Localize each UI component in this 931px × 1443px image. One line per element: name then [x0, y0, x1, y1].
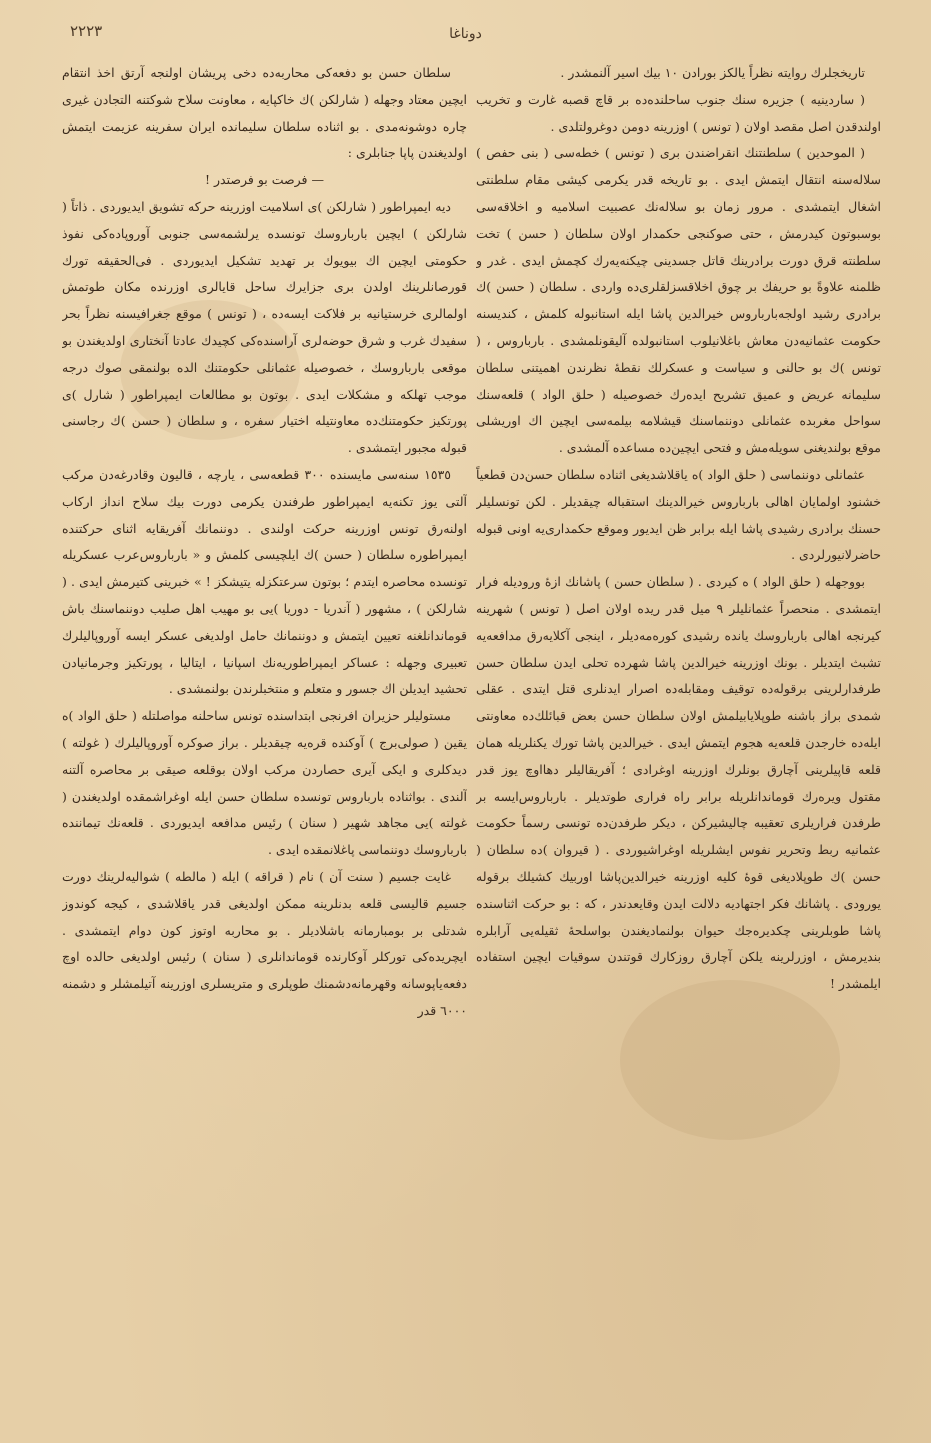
quoted-exclamation: — فرصت بو فرصتدر !: [205, 172, 324, 188]
right-column: [476, 60, 881, 1210]
paragraph: غایت جسیم ( سنت آن ) نام ( قراقه ) ایله ( مالطه ) شوالیه‌لرینك دورت جسیم قالیسی قلعه بدنلرینه ممکن اولدیغی قدر یاقلاشدی ، کیجه کوندوز شدتلی بر بومبارمانه باشلادیلر . بو محاربه اوتوز کون دوام ایتمشدی . ایچریده‌کی تورکلر آوکارنده قوماندانلری ( سنان ) رئیس اولدیغی حالده اوچ دفعه‌یاپوسانه وقهرمانه‌دشمنك طوپلری و متریسلری اوزرینه آتیلمشلر و دشمنه ٦٠٠٠ قدر: [62, 868, 467, 1018]
paragraph: ١٥٣٥ سنه‌سی مایسنده ٣٠٠ قطعه‌سی ، یارچه ، قالیون وقادرغه‌دن مرکب آلتی یوز تکنه‌یه ایمپراطور طرفندن یکرمی دورت بیك سلاح انداز ارکاب اولنه‌رق تونس اوزرینه حرکت اولندی . دوننمانك آفریقایه اثنای حرکتنده ایمپراطوره سلطان ( حسن )ك ایلچیسی کلمش و « بارباروس‌عرب عسکریله تونسده محاصره ایتدم ؛ بوتون سرعتکزله یتیشکز ! » خبرینی کتیرمش ایدی . ( شارلکن ) ، مشهور ( آندریا - دوریا )یی بو مهیب اهل صلیب دوننماسنك باش قوماندانلغنه تعیین ایتمش و دوننمانك حامل اولدیغی عسکر ایسه آوروپالیلرك تعبیری وجهله : عساکر ایمپراطوریه‌نك اسپانیا ، ایتالیا ، پورتکیز وجرمانیادن تحشید ایدیلن اك جسور و متعلم و منتخبلرندن بولنمشدی .: [62, 466, 467, 697]
paragraph: ( الموحدین ) سلطنتنك انقراضندن بری ( تونس ) خطه‌سی ( بنی حفص ) سلاله‌سنه انتقال ایتمش ایدی . بو تاریخه قدر یکرمی کیشی مقام سلطنتی اشغال ایتمشدی . مرور زمان بو سلاله‌نك عصبیت اسلامیه و اخلاقه‌سی بوسبوتون کیدرمش ، حتی صوکنجی حکمدار اولان سلطان ( حسن ) تخت سلطنته قرق دورت برادرینك قاتل جسدینی چیکنه‌یه‌رك کچمش ایدی . غدر و ظلمنه علاوةً بو حریفك بر چوق اخلاقسزلقلری‌ده واردی . سلطان ( حسن )ك برادری رشید اولجه‌بارباروس خیرالدین پاشا ایله استانبوله کلمش ، کندیسنه حکومت عثمانیه‌دن معاش باغلانیلوب استانبولده آلیقونلمشدی . بارباروس ، ( تونس )ك بو حالنی و سیاست و عسکرلك نقطهٔ نظرندن اهمیتنی سلطان سلیمانه عریض و عمیق تشریح ایده‌رك خصوصیله ( حلق الواد ) قلعه‌سنك سواحل مغربده عثمانلی دوننماسنك قیشلامه بیلمه‌سی ایچین اك اوریشلی موقع بولندیغنی سویله‌مش و فتحی ایچین‌ده مساعده آلمشدی .: [476, 145, 881, 456]
paragraph: تاریخجلرك روایته نظراً یالکز بورادن ١٠ بیك اسیر آلنمشدر .: [560, 65, 865, 80]
paragraph: مستولیلر حزیران افرنجی ابتداسنده تونس ساحلنه مواصلتله ( حلق الواد )ه یقین ( صولی‌برج ) آوکنده قره‌یه چیقدیلر . براز صوکره آوروپالیلرك ( غولته ) دیدکلری و ایکی آیری حصاردن مرکب اولان بوقلعه صیقی بر محاصره آلتنه آلندی . بواثناده بارباروس تونسده سلطان حسن ایله اوغراشمقده اولدیغندن ( غولته )یی مجاهد شهیر ( سنان ) رئیس مدافعه ایدیوردی . قلعه‌نك تیماننده بارباروسك دوننماسی پاغلانمقده ایدی .: [62, 708, 467, 858]
paragraph: ( ساردینیه ) جزیره سنك جنوب ساحلنده‌ده بر قاچ قصبه غارت و تخریب اولندقدن اصل مقصد اولان ( تونس ) اوزرینه دومن دوغرولتلدی .: [476, 91, 881, 134]
paragraph: عثمانلی دوننماسی ( حلق الواد )ه یاقلاشدیغی اثناده سلطان حسن‌دن قطعیاً خشنود اولمایان اهالی بارباروس خیرالدینك استقباله چیقدیلر . لکن تونسلیلر حسنك برادری رشیدی پاشا ایله برابر ظن ایدیور وموقع حکمداری‌یه اونی قبوله حاضرلانیورلردی .: [476, 466, 881, 563]
page-number: ٢٢٢٣: [70, 22, 103, 40]
paragraph: دیه ایمپراطور ( شارلکن )ی اسلامیت اوزرینه حرکه تشویق ایدیوردی . ذاتاً ( شارلکن ) ایچین بارباروسك تونسده یرلشمه‌سی جنوبی آوروپاده‌کی نفوذ حکومتی ایچین اك بیویوك بر تهدید تشکیل ایدیوردی . فی‌الحقیقه تورك قورصانلرینك اولدن بری جزایرك ساحل قایالری اوزرنده مکان طوتمش اولمالری خرستیانیه بر فلاکت ایسه‌ده ، ( تونس ) موقع جغرافیسنه نظراً بحر سفیدك غرب و شرق حوضه‌لری آراسنده‌کی کچیدك عادتا آنختاری اولدیغندن بو موقعی بارباروسك ، خصوصیله عثمانلی حکومتنك الده بولنمقی صوك درجه موجب تهلکه و مشکلات ایدی . بوتون بو مطالعات ایمپراطور ( شارل )ی پورتکیز حکومتنك‌ده معاونتیله اختیار سفره ، و سلطان ( حسن )ك رجاسنی قبوله مجبور ایتمشدی .: [62, 198, 467, 456]
left-column: [62, 60, 467, 1210]
paragraph: سلطان حسن بو دفعه‌کی محاربه‌ده دخی پریشان اولنجه آرتق اخذ انتقام ایچین معتاد وجهله ( شارلکن )ك خاکپایه ، معاونت سلاح شوکتنه التجادن غیری چاره دوشونه‌مدی . بو اثناده سلطان سلیمانده ایران سفرینه عزیمت ایتمش اولدیغندن پاپا جنابلری :: [62, 65, 467, 161]
paragraph: بووجهله ( حلق الواد ) ه کیردی . ( سلطان حسن ) پاشانك ازهٔ ورودیله فرار ایتمشدی . منحصراً عثمانلیلر ٩ میل قدر ریده اولان اصل ( تونس ) شهرینه کیرنجه اهالی بارباروسك یانده رشیدی کوره‌مه‌دیلر ، اینجی آکلایه‌رق مدافعه‌یه تشبث ایتدیلر . بونك اوزرینه خیرالدین پاشا شهرده تحلی ایدن سلطان حسن طرفدارلرینی برقوله‌ده توقیف ومقابله‌ده اصرار ایدنلری قتل ایتدی . عقلی شمدی براز باشنه طوپلایابیلمش اولان سلطان حسن بعض قبائلك‌ده معاونتی ایله‌ده خارجدن قلعه‌یه هجوم ایتمش ایدی . خیرالدین پاشا تورك یکنلریله همان قلعه قاپیلرینی آچارق بونلرك اوزرینه اوغرادی ؛ آفریقالیلر دهااوچ یوز قدر مقتول ویره‌رك قوماندانلریله برابر راه فراری طوتدیلر . بارباروس‌ایسه بر طرفدن فراریلری تعقیبه چالیشیرکن ، دیکر طرفدن‌ده تونسی رسماً حکومت عثمانیه ربط وتحریر نفوس ایشلریله اوغراشیوردی . ( قیروان )ده سلطان ( حسن )ك طوپلادیغی قوهٔ کلیه اوزرینه خیرالدین‌پاشا اوربیك کشیلك برقوله یورودی . پاشانك فکر اجتهادیه دلالت ایدن وقایعدندر ، که : بو حرکت اثناسنده پاشا طوبلرینی چکدیره‌جك حیوان بولنمادیغندن بواسلحهٔ ثقیله‌یی آرابلره بندیرمش ، اوزرلرینه یلکن آچارق روزکارك قوتندن سوقیات ایچین استفاده ایلمشدر !: [476, 574, 881, 992]
running-title: دوناغا: [449, 26, 482, 42]
